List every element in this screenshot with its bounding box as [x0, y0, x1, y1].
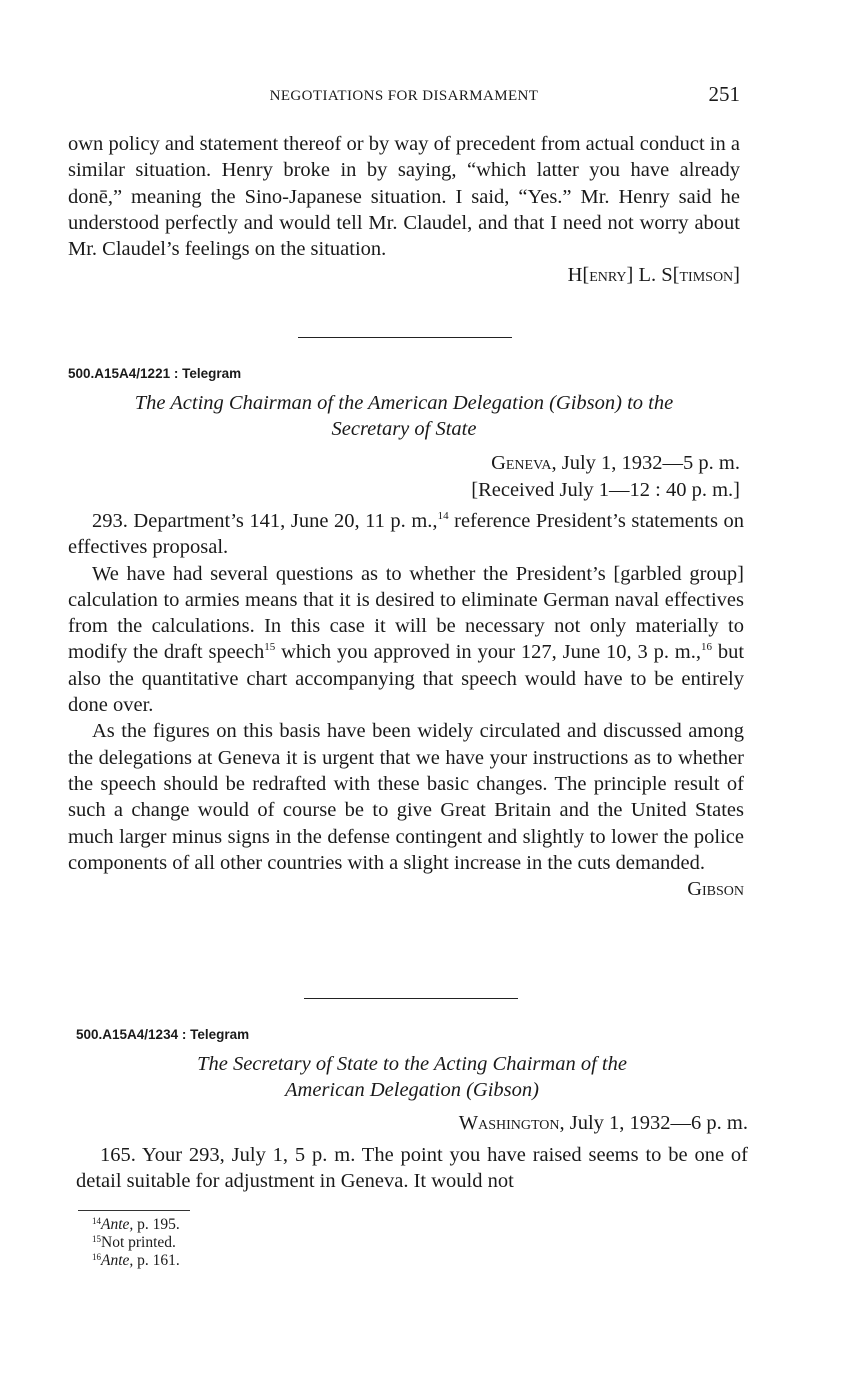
footnote-number: 14: [92, 1216, 101, 1226]
footnote-ref: 14: [437, 510, 449, 522]
telegram-body: [76, 1142, 748, 1195]
date-text: , July 1, 1932—6 p. m.: [559, 1112, 748, 1134]
footnote-text: p. 161.: [133, 1252, 180, 1269]
running-head: NEGOTIATIONS FOR DISARMAMENT: [269, 88, 539, 104]
continued-paragraph-block: [68, 131, 740, 289]
paragraph-text: 293. Department’s 141, June 20, 11 p. m.,: [92, 510, 438, 532]
footnote-number: 15: [92, 1234, 101, 1244]
footnote-number: 16: [92, 1252, 101, 1262]
section-divider: [298, 337, 512, 338]
title-line: The Acting Chairman of the American Delegation (Gibson) to the: [134, 392, 674, 414]
sig-part: enry: [589, 264, 627, 287]
document-title: [76, 1051, 748, 1103]
paragraph-text: We have had several questions as to whether the President’s [garbled group] calculation to armies means that it is desired to eliminate German naval effectives from the calculations. In this case it will be necessary not only materially to modify the draft speech: [68, 562, 744, 664]
footnote-ref: 16: [700, 641, 712, 654]
body-paragraph: [68, 561, 744, 719]
sig-part: timson: [679, 264, 734, 287]
date-sent: [76, 1110, 748, 1137]
paragraph-text: but also the quantitative chart accompanying that speech would have to be entirely done over.: [68, 641, 745, 717]
body-paragraph: [68, 508, 744, 561]
paragraph-text: which you approved in your 127, June 10, 3 p. m.,: [275, 641, 701, 664]
footnote-text: p. 195.: [133, 1216, 180, 1233]
footnotes: [78, 1216, 180, 1270]
sig-part: ]: [733, 264, 740, 287]
footnote-italic: Ante,: [101, 1252, 134, 1269]
dateline: [76, 1110, 748, 1137]
footnote-divider: [78, 1210, 190, 1211]
document-file-id: 500.A15A4/1234 : Telegram: [76, 1027, 250, 1042]
telegram-body: [68, 508, 744, 902]
continued-paragraph: own policy and statement thereof or by way of precedent from actual conduct in a similar situation. Henry broke in by saying, “which latter you have already donē,” meaning the Sino-Japanese situation. I said, “Yes.” Mr. Henry said he understood perfectly and would tell Mr. Claudel, and that I need not worry about Mr. Claudel’s feelings on the situation.: [68, 133, 740, 261]
page-number: 251: [708, 82, 740, 106]
document-file-id: 500.A15A4/1221 : Telegram: [68, 366, 242, 381]
section-divider: [304, 998, 518, 999]
footnote: [78, 1252, 180, 1270]
place-name: Geneva: [491, 452, 552, 474]
footnote-italic: Ante,: [101, 1216, 134, 1233]
page-header: [68, 82, 740, 112]
place-name: Washington: [458, 1112, 560, 1134]
date-received: [Received July 1—12 : 40 p. m.]: [471, 478, 740, 501]
title-line: Secretary of State: [331, 418, 477, 440]
dateline: [68, 450, 740, 503]
sig-part: H[: [567, 264, 590, 287]
title-line: American Delegation (Gibson): [285, 1079, 539, 1101]
title-line: The Secretary of State to the Acting Chairman of the: [197, 1053, 627, 1075]
sig-part: ] L. S[: [626, 264, 680, 287]
signature-gibson: Gibson: [687, 878, 744, 901]
footnote: [78, 1216, 180, 1234]
document-title: [68, 390, 740, 442]
footnote-text: Not printed.: [101, 1234, 176, 1251]
date-sent: [68, 450, 740, 477]
body-paragraph: As the figures on this basis have been widely circulated and discussed among the delegations at Geneva it is urgent that we have your instructions as to whether the speech should be redrafted with these basic changes. The principle result of such a change would of course be to give Great Britain and the United States much larger minus signs in the defense contingent and slightly to lower the police components of all other countries with a slight increase in the cuts demanded.: [68, 720, 744, 874]
signature-stimson: [68, 262, 740, 288]
footnote: [78, 1234, 180, 1252]
body-paragraph: 165. Your 293, July 1, 5 p. m. The point you have raised seems to be one of detail suitable for adjustment in Geneva. It would not: [76, 1144, 748, 1193]
paragraph-text: reference President’s statements on effectives proposal.: [68, 510, 744, 559]
date-text: , July 1, 1932—5 p. m.: [551, 452, 740, 474]
footnote-ref: 15: [264, 641, 276, 654]
